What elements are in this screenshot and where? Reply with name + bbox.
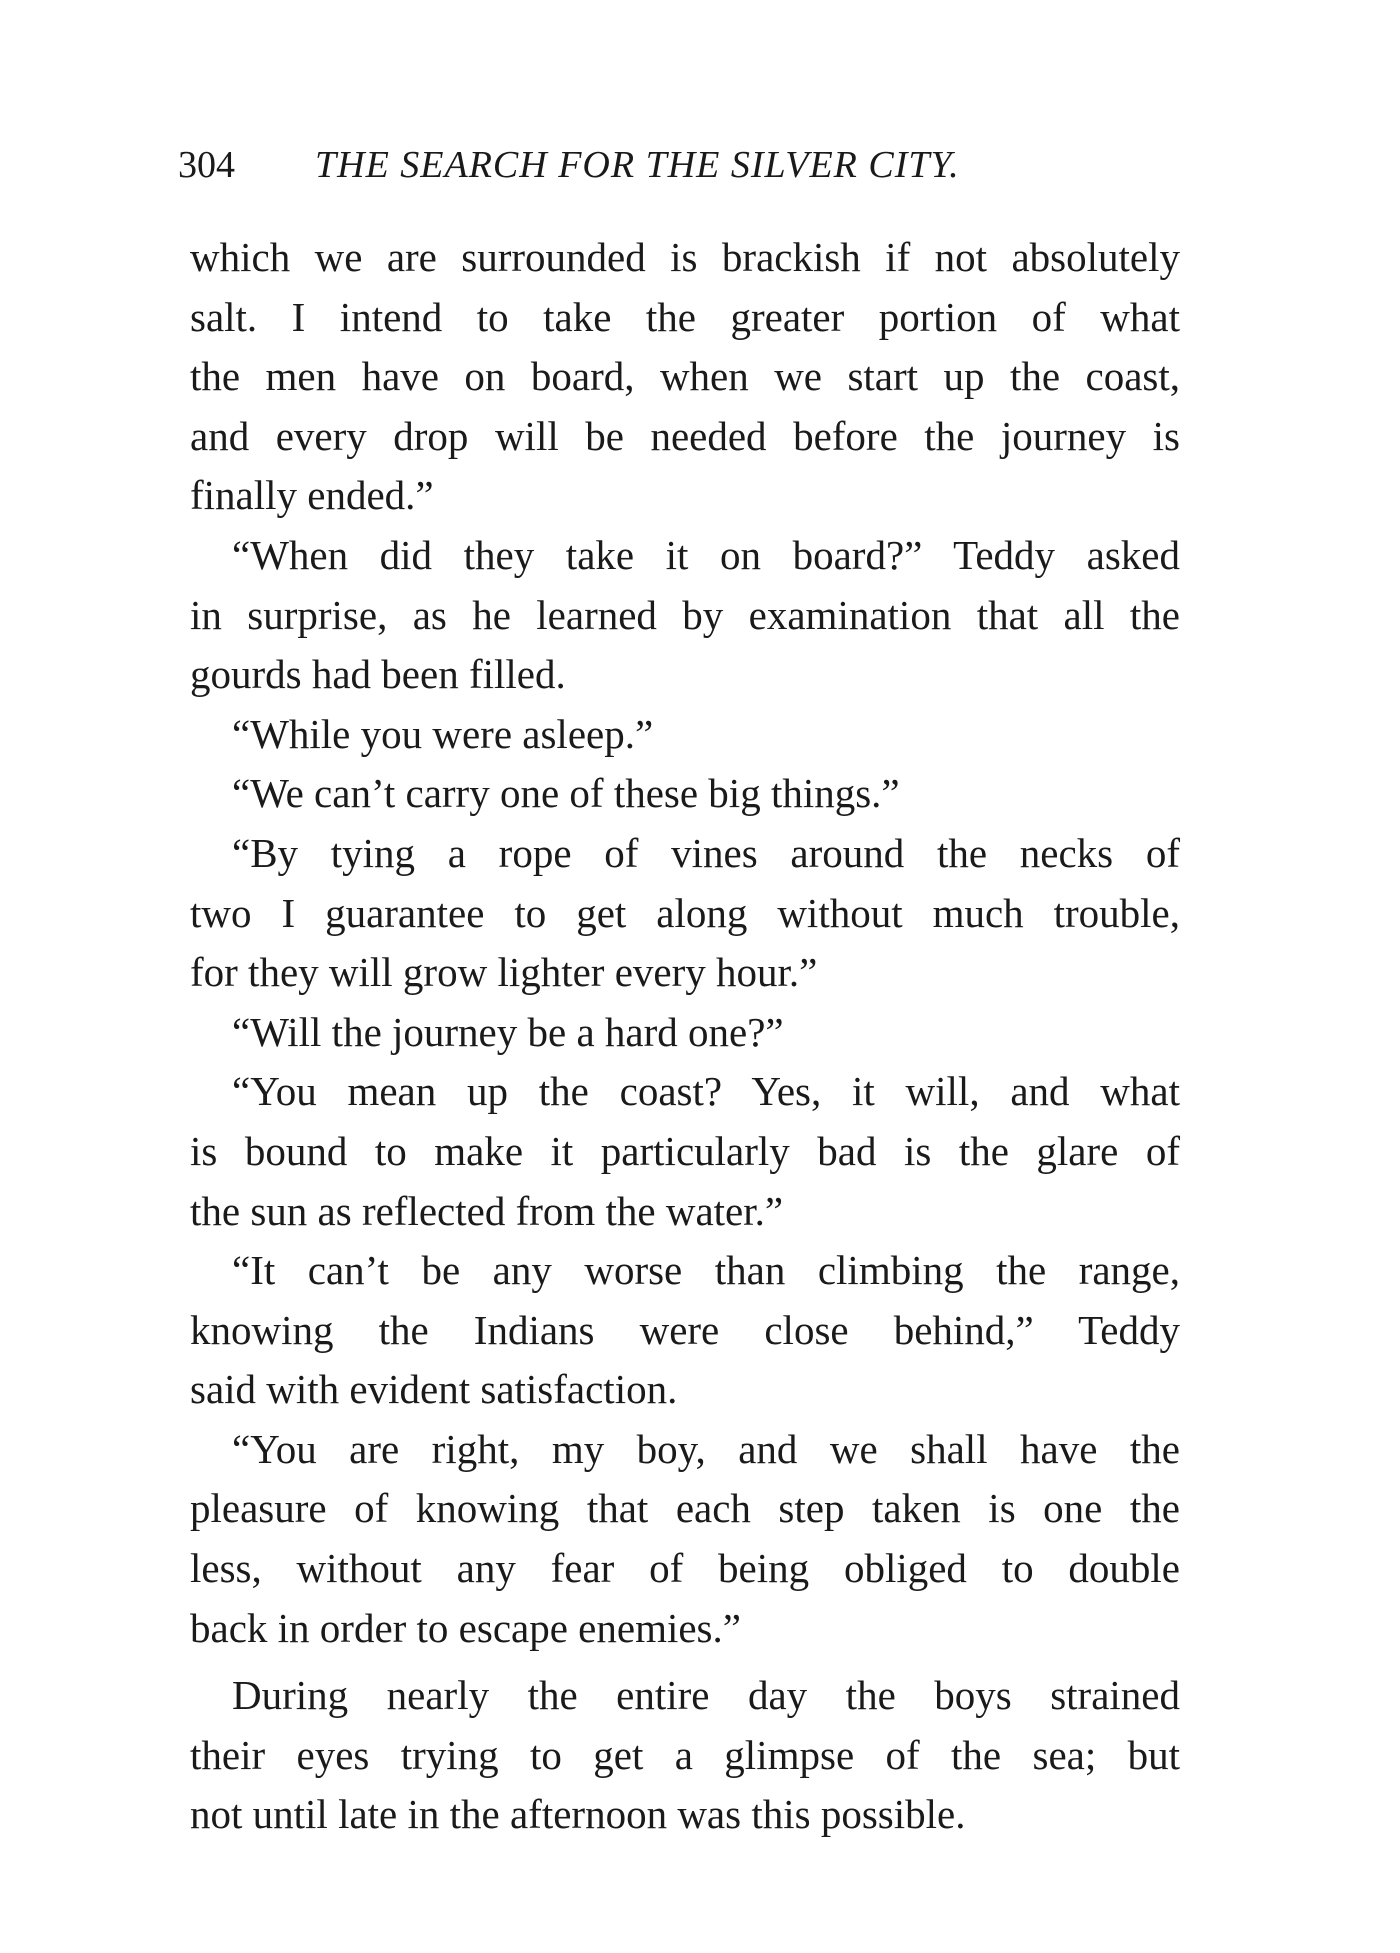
running-head bbox=[178, 140, 1218, 190]
text-line: “By tying a rope of vines around the necks of bbox=[232, 829, 1180, 876]
text-line: “We can’t carry one of these big things.” bbox=[232, 770, 900, 817]
text-line: for they will grow lighter every hour.” bbox=[190, 949, 818, 996]
text-line: their eyes trying to get a glimpse of the sea; but bbox=[190, 1731, 1180, 1778]
text-line: less, without any fear of being obliged to double bbox=[190, 1545, 1180, 1592]
running-title: THE SEARCH FOR THE SILVER CITY. bbox=[315, 144, 960, 186]
text-line: two I guarantee to get along without much trouble, bbox=[190, 889, 1180, 936]
text-line: in surprise, as he learned by examination that all the bbox=[190, 591, 1180, 638]
text-line: not until late in the afternoon was this possible. bbox=[190, 1791, 966, 1838]
text-line: the sun as reflected from the water.” bbox=[190, 1187, 784, 1234]
text-line: and every drop will be needed before the journey is bbox=[190, 412, 1180, 459]
text-line: “You are right, my boy, and we shall have the bbox=[232, 1425, 1180, 1472]
text-line: back in order to escape enemies.” bbox=[190, 1604, 741, 1651]
text-line: gourds had been filled. bbox=[190, 651, 566, 698]
text-line: pleasure of knowing that each step taken is one the bbox=[190, 1485, 1180, 1532]
text-line: said with evident satisfaction. bbox=[190, 1366, 678, 1413]
text-line: “You mean up the coast? Yes, it will, and what bbox=[232, 1068, 1180, 1115]
text-line: “While you were asleep.” bbox=[232, 710, 654, 757]
text-line: salt. I intend to take the greater portion of what bbox=[190, 293, 1180, 340]
text-line: During nearly the entire day the boys strained bbox=[232, 1672, 1180, 1719]
page-number: 304 bbox=[178, 144, 235, 186]
body-text bbox=[190, 228, 1180, 1845]
text-line: “When did they take it on board?” Teddy asked bbox=[232, 531, 1180, 578]
text-line: knowing the Indians were close behind,” Teddy bbox=[190, 1306, 1180, 1353]
text-line: finally ended.” bbox=[190, 472, 434, 519]
text-line: is bound to make it particularly bad is the glare of bbox=[190, 1127, 1180, 1174]
text-line: “It can’t be any worse than climbing the range, bbox=[232, 1247, 1180, 1294]
text-line: the men have on board, when we start up the coast, bbox=[190, 353, 1180, 400]
text-line: “Will the journey be a hard one?” bbox=[232, 1008, 784, 1055]
text-line: which we are surrounded is brackish if not absolutely bbox=[190, 234, 1180, 280]
